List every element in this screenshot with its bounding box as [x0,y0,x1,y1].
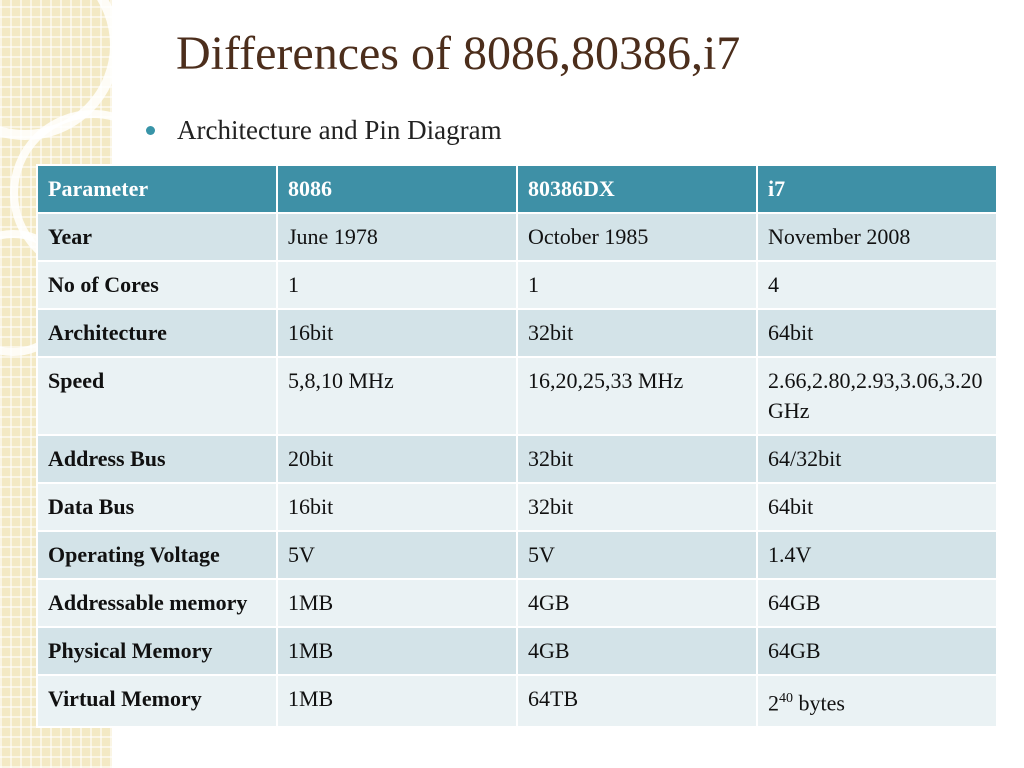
value-cell-8086: 1MB [277,675,517,727]
value-cell-i7 [757,675,997,727]
param-cell: Addressable memory [37,579,277,627]
power-base: 2 [768,690,779,716]
value-cell-8086: 16bit [277,309,517,357]
value-cell-80386dx: 16,20,25,33 MHz [517,357,757,435]
value-cell-i7: 4 [757,261,997,309]
bullet-point [146,112,502,148]
value-cell-8086: 1 [277,261,517,309]
value-cell-i7: 1.4V [757,531,997,579]
value-cell-8086: 16bit [277,483,517,531]
table-row [37,357,997,435]
value-cell-8086: 20bit [277,435,517,483]
value-cell-80386dx: 4GB [517,579,757,627]
value-cell-80386dx: October 1985 [517,213,757,261]
param-cell: Architecture [37,309,277,357]
value-cell-8086: 5V [277,531,517,579]
param-cell: Year [37,213,277,261]
param-cell: Data Bus [37,483,277,531]
table-row [37,531,997,579]
param-cell: Speed [37,357,277,435]
param-cell: Operating Voltage [37,531,277,579]
param-cell: Virtual Memory [37,675,277,727]
value-cell-8086: 5,8,10 MHz [277,357,517,435]
value-cell-80386dx: 64TB [517,675,757,727]
value-cell-i7: 64bit [757,309,997,357]
header-80386dx: 80386DX [517,165,757,213]
value-cell-80386dx: 32bit [517,309,757,357]
value-cell-8086: 1MB [277,627,517,675]
value-cell-80386dx: 32bit [517,435,757,483]
header-i7: i7 [757,165,997,213]
value-cell-8086: June 1978 [277,213,517,261]
table-row [37,435,997,483]
table-row [37,261,997,309]
power-exponent: 40 [779,691,793,706]
comparison-table [36,164,998,728]
header-parameter: Parameter [37,165,277,213]
value-cell-i7: 2.66,2.80,2.93,3.06,3.20 GHz [757,357,997,435]
table-row [37,675,997,727]
param-cell: No of Cores [37,261,277,309]
bullet-dot-icon [146,126,155,135]
slide-title: Differences of 8086,80386,i7 [176,27,741,80]
table-row [37,627,997,675]
table-row [37,309,997,357]
value-cell-80386dx: 1 [517,261,757,309]
value-cell-i7: 64GB [757,579,997,627]
value-cell-i7: 64GB [757,627,997,675]
value-cell-80386dx: 32bit [517,483,757,531]
value-cell-i7: November 2008 [757,213,997,261]
value-cell-80386dx: 5V [517,531,757,579]
param-cell: Address Bus [37,435,277,483]
table-header-row [37,165,997,213]
param-cell: Physical Memory [37,627,277,675]
value-cell-80386dx: 4GB [517,627,757,675]
value-cell-i7: 64/32bit [757,435,997,483]
bullet-text: Architecture and Pin Diagram [177,114,502,145]
power-unit: bytes [793,690,845,716]
header-8086: 8086 [277,165,517,213]
table-row [37,213,997,261]
value-cell-8086: 1MB [277,579,517,627]
table-row [37,483,997,531]
value-cell-i7: 64bit [757,483,997,531]
table-row [37,579,997,627]
